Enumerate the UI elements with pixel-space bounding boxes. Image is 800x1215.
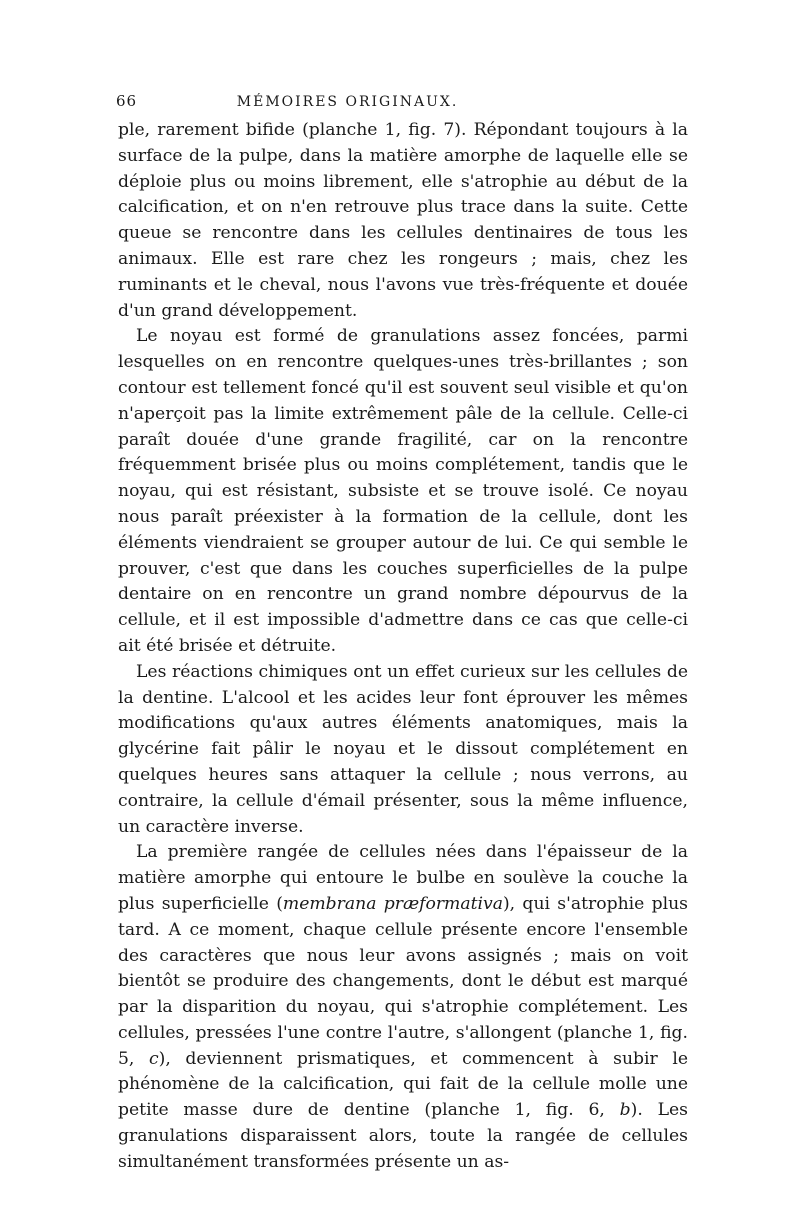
text-run: Le noyau est formé de granulations assez foncées, parmi lesquelles on en rencontre quelques-unes très-brillantes ; son contour est tellement foncé qu'il est souvent seul visible et qu'on n'aperçoit pas la limite extrêmement pâle de la cellule. Celle-ci paraît douée d'une grande fragilité, car on la rencontre fréquemment brisée plus ou moins complétement, tandis que le noyau, qui est résistant, subsiste et se trouve isolé. Ce noyau nous paraît préexister à la formation de la cellule, dont les éléments viendraient se grouper autour de lui. Ce qui semble le prouver, c'est que dans les couches superficielles de la pulpe dentaire on en rencontre un grand nombre dépourvus de la cellule, et il est impossible d'admettre dans ce cas que celle-ci ait été brisée et détruite. <box>118 326 688 656</box>
text-run: ple, rarement bifide (planche 1, fig. 7). Répondant toujours à la surface de la pulpe, dans la matière amorphe de laquelle elle se déploie plus ou moins librement, elle s'atrophie au début de la calcification, et on n'en retrouve plus trace dans la suite. Cette queue se rencontre dans les cellules dentinaires de tous les animaux. Elle est rare chez les rongeurs ; mais, chez les ruminants et le cheval, nous l'avons vue très-fréquente et douée d'un grand développement. <box>118 120 688 321</box>
paragraph <box>118 324 688 659</box>
running-header <box>116 92 688 118</box>
italic-text: c <box>149 1048 159 1069</box>
text-run: ), deviennent prismatiques, et commencent à subir le phénomène de la calcification, qui fait de la cellule molle une petite masse dure de dentine (planche 1, fig. 6, <box>118 1048 688 1121</box>
paragraph <box>118 840 688 1175</box>
body-text <box>118 118 688 1176</box>
paragraph <box>118 118 688 324</box>
paragraph <box>118 660 688 841</box>
text-run: ). Les granulations disparaissent alors, toute la rangée de cellules simultanément transformées présente un as- <box>118 1100 688 1172</box>
text-run: Les réactions chimiques ont un effet curieux sur les cellules de la dentine. L'alcool et les acides leur font éprouver les mêmes modifications qu'aux autres éléments anatomiques, mais la glycérine fait pâlir le noyau et le dissout complétement en quelques heures sans attaquer la cellule ; nous verrons, au contraire, la cellule d'émail présenter, sous la même influence, un caractère inverse. <box>118 661 688 837</box>
page <box>118 92 688 1176</box>
italic-text: b <box>619 1100 631 1121</box>
italic-text: membrana præformativa <box>282 893 503 914</box>
text-run: ), qui s'atrophie plus tard. A ce moment, chaque cellule présente encore l'ensemble des caractères que nous leur avons assignés ; mais on voit bientôt se produire des changements, dont le début est marqué par la disparition du noyau, qui s'atrophie complétement. Les cellules, pressées l'une contre l'autre, s'allongent (planche 1, fig. 5, <box>118 893 688 1069</box>
running-title: MÉMOIRES ORIGINAUX. <box>236 94 459 110</box>
page-number: 66 <box>116 92 138 110</box>
text-run: La première rangée de cellules nées dans l'épaisseur de la matière amorphe qui entoure le bulbe en soulève la couche la plus superficielle ( <box>118 842 688 914</box>
